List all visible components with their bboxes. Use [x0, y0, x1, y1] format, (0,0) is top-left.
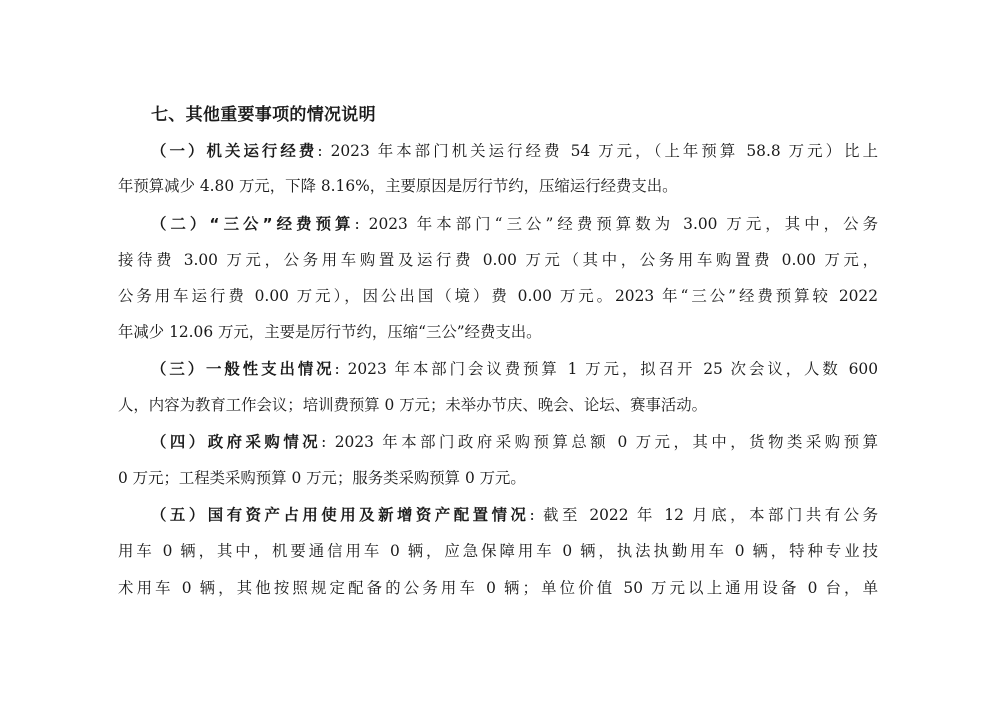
paragraph-line: 年减少 12.06 万元，主要是厉行节约，压缩“三公”经费支出。: [118, 323, 542, 341]
paragraph-lead: （二）“三公”经费预算: [151, 215, 355, 233]
paragraph-line: 0 万元；工程类采购预算 0 万元；服务类采购预算 0 万元。: [118, 469, 526, 487]
paragraph-line: （二）“三公”经费预算: 2023 年本部门“三公”经费预算数为 3.00 万元，其中，公务: [151, 215, 878, 233]
paragraph-lead: （三）一般性支出情况: [151, 360, 335, 378]
paragraph-line: （一）机关运行经费: 2023 年本部门机关运行经费 54 万元，（上年预算 58.8 万元）比上: [151, 142, 878, 160]
paragraph-line: 接待费 3.00 万元，公务用车购置及运行费 0.00 万元（其中，公务用车购置费 0.00 万元，: [118, 251, 878, 269]
paragraph-line: 人，内容为教育工作会议；培训费预算 0 万元；未举办节庆、晚会、论坛、赛事活动。: [118, 396, 708, 414]
paragraph-line: 公务用车运行费 0.00 万元），因公出国（境）费 0.00 万元。2023 年“三公”经费预算较 2022: [118, 287, 878, 305]
paragraph-lead: （四）政府采购情况: [151, 433, 322, 451]
paragraph-line: （三）一般性支出情况: 2023 年本部门会议费预算 1 万元，拟召开 25 次会议，人数 600: [151, 360, 878, 378]
paragraph-line: 用车 0 辆，其中，机要通信用车 0 辆，应急保障用车 0 辆，执法执勤用车 0 辆，特种专业技: [118, 542, 878, 560]
paragraph-line: （五）国有资产占用使用及新增资产配置情况: 截至 2022 年 12 月底，本部门共有公务: [151, 506, 878, 524]
paragraph-line: （四）政府采购情况: 2023 年本部门政府采购预算总额 0 万元，其中，货物类采购预算: [151, 433, 878, 451]
paragraph-line: 年预算减少 4.80 万元，下降 8.16%，主要原因是厉行节约，压缩运行经费支出。: [118, 177, 678, 195]
section-heading: 七、其他重要事项的情况说明: [151, 105, 376, 125]
paragraph-lead: （五）国有资产占用使用及新增资产配置情况: [151, 506, 530, 524]
paragraph-lead: （一）机关运行经费: [151, 142, 318, 160]
paragraph-line: 术用车 0 辆，其他按照规定配备的公务用车 0 辆；单位价值 50 万元以上通用设备 0 台，单: [118, 579, 878, 597]
